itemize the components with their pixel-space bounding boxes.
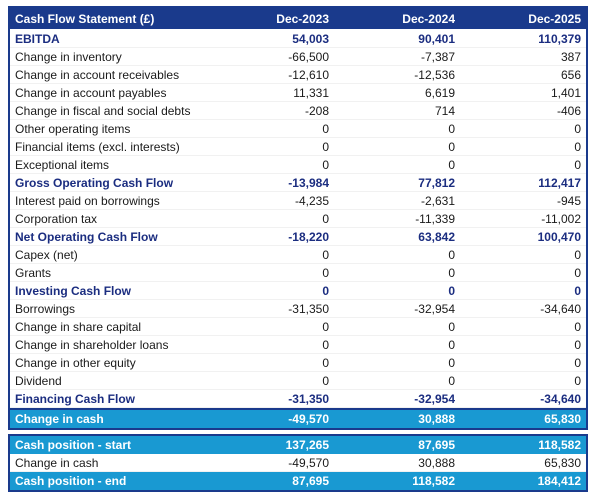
row-label: Interest paid on borrowings	[15, 193, 160, 208]
row-value: 0	[574, 157, 581, 172]
row-label: Change in shareholder loans	[15, 337, 169, 352]
row-value: 0	[322, 211, 329, 226]
row-label: Cash position - end	[15, 474, 127, 488]
row-value: 0	[574, 373, 581, 388]
row-label: Change in cash	[15, 412, 104, 426]
row-value: 137,265	[285, 438, 329, 452]
table-row	[10, 436, 586, 454]
cash-position-rows	[10, 436, 586, 490]
row-value: 118,582	[412, 474, 455, 488]
row-label: Net Operating Cash Flow	[15, 229, 158, 244]
row-value: 0	[574, 319, 581, 334]
row-value: 0	[448, 121, 455, 136]
row-value: 118,582	[538, 438, 581, 452]
row-label: Change in cash	[15, 455, 99, 470]
row-value: -11,339	[415, 211, 455, 226]
row-label: Grants	[15, 265, 52, 280]
row-value: 0	[574, 355, 581, 370]
row-value: 0	[448, 265, 455, 280]
row-value: -945	[556, 193, 581, 208]
table-row	[10, 408, 586, 428]
row-value: 87,695	[418, 438, 455, 452]
row-value: 0	[448, 355, 455, 370]
row-value: 65,830	[544, 412, 581, 426]
row-value: 656	[560, 67, 581, 82]
row-value: -7,387	[420, 49, 455, 64]
row-label: Change in account payables	[15, 85, 167, 100]
row-value: 0	[448, 337, 455, 352]
table-row	[10, 138, 586, 156]
row-value: 63,842	[418, 229, 455, 244]
table-row	[10, 156, 586, 174]
table-row	[10, 300, 586, 318]
row-label: Borrowings	[15, 301, 76, 316]
row-value: -208	[304, 103, 329, 118]
row-value: 90,401	[418, 31, 455, 46]
row-value: -406	[556, 103, 581, 118]
row-value: -32,954	[414, 391, 455, 406]
row-label: Change in fiscal and social debts	[15, 103, 191, 118]
row-value: 110,379	[538, 31, 581, 46]
row-value: -49,570	[288, 455, 329, 470]
table-row	[10, 174, 586, 192]
row-value: -34,640	[540, 391, 581, 406]
table-row	[10, 84, 586, 102]
row-label: Capex (net)	[15, 247, 78, 262]
row-label: Corporation tax	[15, 211, 98, 226]
row-label: Exceptional items	[15, 157, 110, 172]
row-value: -49,570	[288, 412, 329, 426]
row-label: Change in other equity	[15, 355, 136, 370]
table-row	[10, 390, 586, 408]
row-value: -12,610	[288, 67, 329, 82]
row-label: Change in account receivables	[15, 67, 180, 82]
cash-flow-table	[8, 6, 588, 430]
table-row	[10, 354, 586, 372]
table-row	[10, 102, 586, 120]
table-row	[10, 48, 586, 66]
row-value: 714	[434, 103, 455, 118]
row-value: -31,350	[288, 301, 329, 316]
row-value: 0	[448, 139, 455, 154]
row-value: 0	[448, 247, 455, 262]
row-value: 0	[574, 337, 581, 352]
row-value: 0	[322, 265, 329, 280]
row-value: -4,235	[294, 193, 329, 208]
row-value: 1,401	[550, 85, 581, 100]
row-value: 54,003	[292, 31, 329, 46]
table-row	[10, 120, 586, 138]
table-row	[10, 192, 586, 210]
row-value: -13,984	[288, 175, 329, 190]
column-header-dec-2024: Dec-2024	[402, 11, 455, 26]
table-row	[10, 318, 586, 336]
row-value: 77,812	[418, 175, 455, 190]
row-value: 387	[560, 49, 581, 64]
row-value: 0	[574, 121, 581, 136]
row-value: -66,500	[288, 49, 329, 64]
table-row	[10, 66, 586, 84]
row-value: -12,536	[414, 67, 455, 82]
row-value: -11,002	[541, 211, 581, 226]
row-value: -2,631	[420, 193, 455, 208]
row-label: Other operating items	[15, 121, 131, 136]
row-label: Financial items (excl. interests)	[15, 139, 180, 154]
row-value: 0	[322, 157, 329, 172]
row-label: Dividend	[15, 373, 62, 388]
row-value: -31,350	[288, 391, 329, 406]
row-value: 0	[322, 337, 329, 352]
table-title: Cash Flow Statement (£)	[15, 11, 155, 26]
table-header-row	[10, 8, 586, 30]
row-value: -18,220	[288, 229, 329, 244]
row-value: 0	[322, 283, 329, 298]
row-value: 6,619	[424, 85, 455, 100]
row-value: 0	[322, 121, 329, 136]
table-row	[10, 454, 586, 472]
row-value: 0	[574, 247, 581, 262]
row-value: 30,888	[418, 412, 455, 426]
table-row	[10, 372, 586, 390]
cash-position-table	[8, 434, 588, 492]
table-row	[10, 246, 586, 264]
table-row	[10, 264, 586, 282]
table-row	[10, 336, 586, 354]
cash-flow-rows	[10, 30, 586, 428]
row-value: 65,830	[544, 455, 581, 470]
row-value: 100,470	[537, 229, 581, 244]
row-label: Financing Cash Flow	[15, 391, 136, 406]
column-header-dec-2023: Dec-2023	[276, 11, 329, 26]
row-value: 184,412	[537, 474, 581, 488]
row-label: EBITDA	[15, 31, 60, 46]
row-value: -32,954	[414, 301, 455, 316]
table-row	[10, 210, 586, 228]
row-label: Gross Operating Cash Flow	[15, 175, 174, 190]
column-header-dec-2025: Dec-2025	[528, 11, 581, 26]
row-value: 0	[322, 373, 329, 388]
table-row	[10, 282, 586, 300]
row-label: Investing Cash Flow	[15, 283, 132, 298]
row-value: 11,331	[293, 85, 329, 100]
row-label: Change in inventory	[15, 49, 122, 64]
row-value: 0	[574, 139, 581, 154]
row-value: 0	[448, 283, 455, 298]
row-value: 0	[574, 265, 581, 280]
row-value: 0	[322, 355, 329, 370]
row-value: 0	[322, 319, 329, 334]
row-value: 0	[322, 247, 329, 262]
row-value: 87,695	[292, 474, 329, 488]
row-value: 112,417	[538, 175, 581, 190]
row-label: Cash position - start	[15, 438, 132, 452]
row-value: 0	[448, 319, 455, 334]
table-row	[10, 30, 586, 48]
row-label: Change in share capital	[15, 319, 142, 334]
row-value: -34,640	[540, 301, 581, 316]
row-value: 0	[448, 373, 455, 388]
row-value: 0	[574, 283, 581, 298]
row-value: 0	[448, 157, 455, 172]
table-row	[10, 472, 586, 490]
table-row	[10, 228, 586, 246]
row-value: 0	[322, 139, 329, 154]
row-value: 30,888	[418, 455, 455, 470]
